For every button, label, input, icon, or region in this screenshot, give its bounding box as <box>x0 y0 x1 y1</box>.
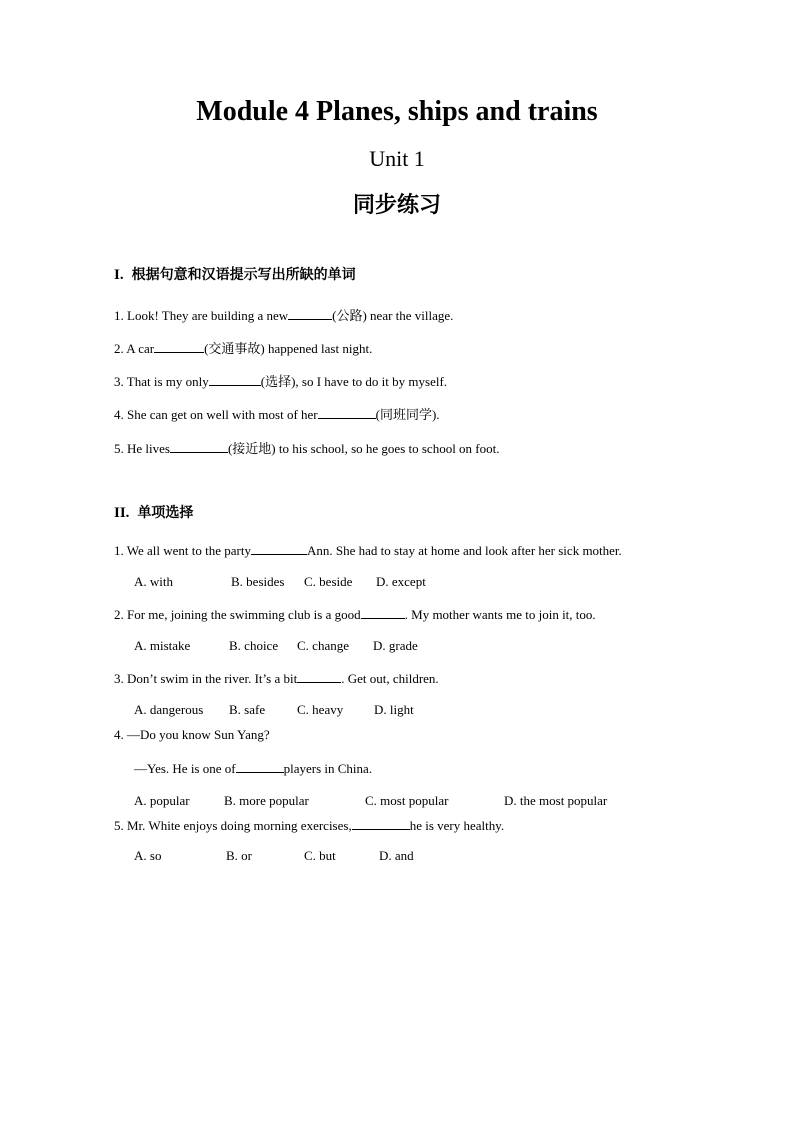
unit-subtitle: Unit 1 <box>369 146 425 171</box>
option-d[interactable]: D. light <box>374 702 414 717</box>
option-c[interactable]: C. beside <box>304 574 353 589</box>
option-a[interactable]: A. so <box>134 848 162 863</box>
answer-blank[interactable] <box>154 340 204 353</box>
section-1-label: 根据句意和汉语提示写出所缺的单词 <box>131 267 356 283</box>
answer-blank[interactable] <box>297 670 341 683</box>
mc-question-4-reply: —Yes. He is one of players in China. <box>134 761 373 776</box>
option-a[interactable]: A. with <box>134 574 173 589</box>
mc-question-2: 2. For me, joining the swimming club is a good . My mother wants me to join it, too. <box>114 607 596 622</box>
answer-blank[interactable] <box>236 760 284 773</box>
page-title: Module 4 Planes, ships and trains <box>196 96 598 127</box>
mc-question-3: 3. Don’t swim in the river. It’s a bit . Get out, children. <box>114 671 439 686</box>
answer-blank[interactable] <box>318 406 376 419</box>
answer-blank[interactable] <box>209 373 261 386</box>
fill-item-3: 3. That is my only (选择), so I have to do it by myself. <box>114 374 448 389</box>
fill-item-2: 2. A car (交通事故) happened last night. <box>114 341 373 356</box>
option-c[interactable]: C. change <box>297 638 349 653</box>
section-2-label: 单项选择 <box>137 505 194 521</box>
fill-item-5: 5. He lives (接近地) to his school, so he goes to school on foot. <box>114 441 500 456</box>
option-c[interactable]: C. most popular <box>365 793 449 808</box>
answer-blank[interactable] <box>251 542 307 555</box>
mc-options-1 <box>134 574 654 590</box>
option-b[interactable]: B. besides <box>231 574 285 589</box>
option-b[interactable]: B. choice <box>229 638 279 653</box>
fill-item-1: 1. Look! They are building a new (公路) near the village. <box>114 308 454 323</box>
option-b[interactable]: B. safe <box>229 702 266 717</box>
section-1-heading <box>114 264 356 284</box>
section-2-number: II. <box>114 505 130 521</box>
mc-question-1: 1. We all went to the party Ann. She had to stay at home and look after her sick mother. <box>114 543 622 558</box>
fill-item-4: 4. She can get on well with most of her (同班同学). <box>114 407 440 422</box>
mc-options-5 <box>134 848 654 864</box>
mc-options-2 <box>134 638 654 654</box>
mc-options-3 <box>134 702 654 718</box>
option-b[interactable]: B. or <box>226 848 252 863</box>
option-d[interactable]: D. grade <box>373 638 418 653</box>
answer-blank[interactable] <box>288 307 332 320</box>
mc-question-5: 5. Mr. White enjoys doing morning exercises, he is very healthy. <box>114 818 505 833</box>
section-2-heading <box>114 502 193 522</box>
option-a[interactable]: A. dangerous <box>134 702 204 717</box>
option-a[interactable]: A. popular <box>134 793 190 808</box>
option-d[interactable]: D. and <box>379 848 414 863</box>
option-b[interactable]: B. more popular <box>224 793 309 808</box>
mc-options-4 <box>134 793 654 809</box>
option-d[interactable]: D. except <box>376 574 426 589</box>
answer-blank[interactable] <box>361 606 405 619</box>
section-1-number: I. <box>114 267 124 283</box>
option-d[interactable]: D. the most popular <box>504 793 608 808</box>
answer-blank[interactable] <box>170 440 228 453</box>
answer-blank[interactable] <box>352 817 410 830</box>
mc-question-4: 4. —Do you know Sun Yang? <box>114 727 270 742</box>
option-a[interactable]: A. mistake <box>134 638 191 653</box>
option-c[interactable]: C. but <box>304 848 336 863</box>
exercise-title: 同步练习 <box>352 193 441 218</box>
option-c[interactable]: C. heavy <box>297 702 344 717</box>
